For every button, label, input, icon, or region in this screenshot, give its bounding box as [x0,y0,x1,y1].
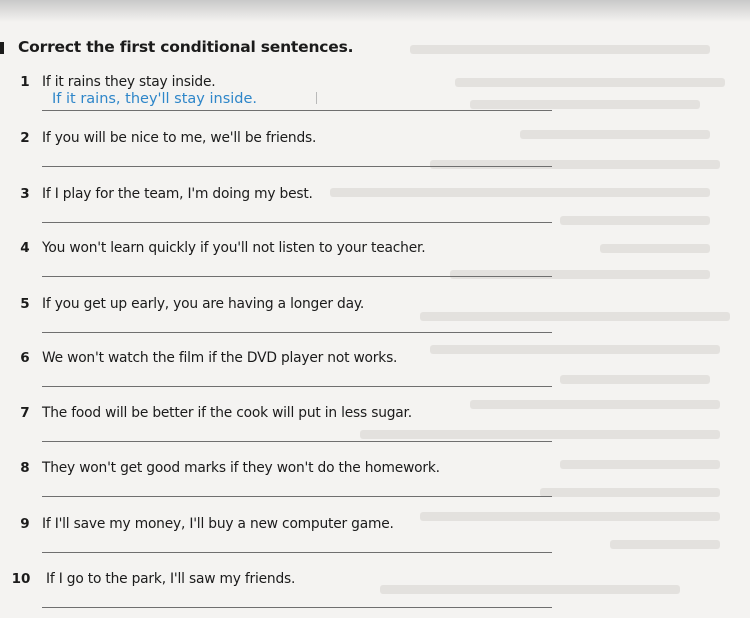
exercise-item [0,460,560,500]
handwritten-answer[interactable]: If it rains, they'll stay inside. [52,91,258,107]
item-number: 5 [20,296,30,312]
item-sentence: If I go to the park, I'll saw my friends. [46,571,296,587]
exercise-bullet [0,42,4,54]
item-sentence: You won't learn quickly if you'll not listen to your teacher. [42,240,426,256]
exercise-item [0,74,560,114]
pencil-mark [316,92,317,104]
answer-line[interactable] [42,441,552,442]
item-number: 3 [20,186,30,202]
answer-line[interactable] [42,222,552,223]
exercise-item [0,130,560,170]
answer-line[interactable] [42,496,552,497]
item-number: 10 [11,571,31,587]
item-sentence: If it rains they stay inside. [42,74,216,90]
answer-line[interactable] [42,552,552,553]
item-number: 4 [20,240,30,256]
exercise-item [0,296,560,336]
exercise-heading: Correct the first conditional sentences. [18,38,354,56]
answer-line[interactable] [42,276,552,277]
item-sentence: If you get up early, you are having a longer day. [42,296,365,312]
answer-line[interactable] [42,332,552,333]
exercise-item [0,350,560,390]
item-sentence: We won't watch the film if the DVD player not works. [42,350,398,366]
answer-line[interactable] [42,386,552,387]
item-sentence: If I play for the team, I'm doing my best. [42,186,313,202]
exercise-item [0,186,560,226]
item-number: 8 [20,460,30,476]
exercise-item [0,516,560,556]
item-sentence: The food will be better if the cook will put in less sugar. [42,405,412,421]
item-sentence: If I'll save my money, I'll buy a new computer game. [42,516,394,532]
item-number: 6 [20,350,30,366]
exercise-item [0,240,560,280]
exercise-item [0,405,560,445]
item-number: 2 [20,130,30,146]
item-number: 9 [20,516,30,532]
item-sentence: They won't get good marks if they won't do the homework. [42,460,440,476]
item-number: 1 [20,74,30,90]
answer-line[interactable] [42,607,552,608]
answer-line[interactable] [42,166,552,167]
item-number: 7 [20,405,30,421]
exercise-item [0,571,560,611]
answer-line[interactable] [42,110,552,111]
item-sentence: If you will be nice to me, we'll be friends. [42,130,317,146]
page-top-shadow [0,0,750,22]
